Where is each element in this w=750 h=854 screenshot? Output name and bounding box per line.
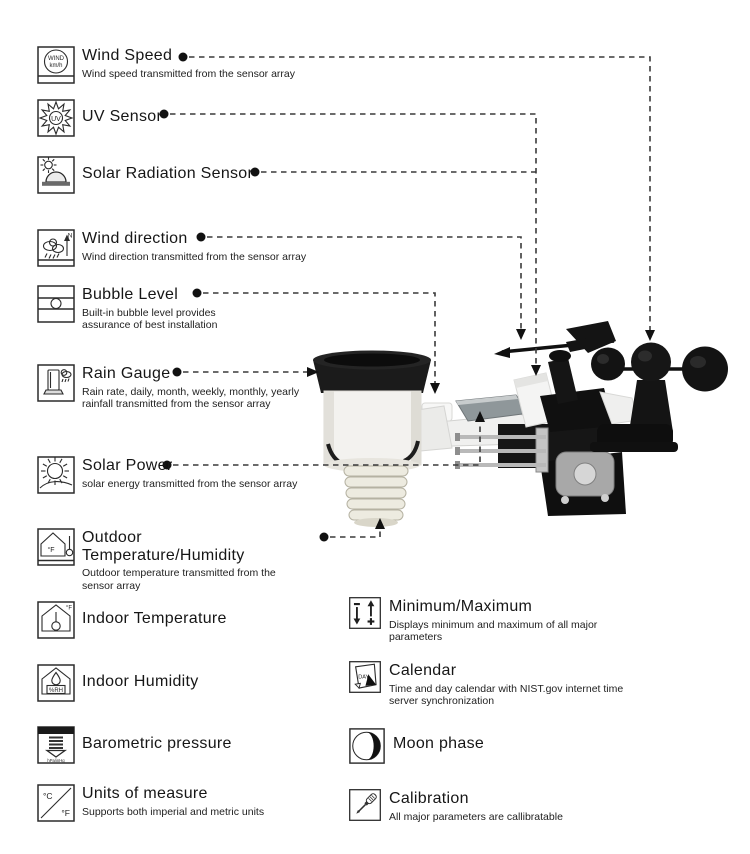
svg-text:hPa/inHg: hPa/inHg	[47, 757, 65, 763]
svg-text:%RH: %RH	[48, 688, 64, 694]
funnel-mouth	[324, 354, 420, 367]
feature-desc: solar energy transmitted from the sensor array	[82, 477, 298, 490]
solar-radiation-icon	[36, 155, 76, 195]
feature-units-of-measure	[36, 783, 342, 823]
svg-text:N: N	[67, 232, 73, 240]
indoor-humidity-icon	[36, 663, 76, 703]
feature-indoor-temperature	[36, 600, 342, 640]
feature-solar-radiation-sensor	[36, 155, 342, 195]
gauge-body	[324, 391, 421, 465]
calibration-icon	[348, 788, 382, 822]
calendar-icon	[348, 660, 382, 694]
feature-title: Indoor Humidity	[82, 673, 199, 690]
feature-desc: Supports both imperial and metric units	[82, 805, 265, 818]
feature-outdoor-temp-humidity	[36, 527, 294, 593]
bolt-end	[455, 447, 460, 455]
feature-desc: Wind direction transmitted from the sensor array	[82, 250, 307, 263]
svg-text:UV: UV	[51, 115, 61, 123]
feature-title: Wind Speed	[82, 47, 173, 64]
feature-title: Barometric pressure	[82, 735, 232, 752]
feature-solar-power	[36, 455, 342, 495]
svg-text:km/h: km/h	[49, 63, 63, 69]
feature-title: Solar Radiation Sensor	[82, 165, 254, 182]
feature-desc: Time and day calendar with NIST.gov internet time server synchronization	[389, 682, 624, 708]
bubble-level-icon	[36, 284, 76, 324]
moon-phase-icon	[348, 727, 386, 765]
feature-title: Moon phase	[393, 735, 485, 752]
svg-text:DAY: DAY	[358, 674, 370, 681]
feature-rain-gauge	[36, 363, 330, 411]
feature-title: Outdoor Temperature/Humidity	[82, 529, 245, 564]
radiation-shield	[344, 466, 408, 527]
wind-speed-icon	[36, 45, 76, 85]
outdoor-temperature-icon	[36, 527, 76, 567]
svg-text:WIND: WIND	[48, 56, 64, 62]
feature-calibration	[348, 788, 627, 823]
svg-text:°F: °F	[61, 808, 70, 818]
indoor-temperature-icon	[36, 600, 76, 640]
feature-bubble-level	[36, 284, 257, 332]
feature-uv-sensor	[36, 98, 342, 138]
wind-direction-icon	[36, 228, 76, 268]
clamp-bolt	[561, 496, 569, 504]
feature-title: Calibration	[389, 790, 469, 807]
svg-text:°C: °C	[43, 791, 53, 801]
feature-title: Rain Gauge	[82, 365, 171, 382]
feature-indoor-humidity	[36, 663, 342, 703]
feature-title: Wind direction	[82, 230, 188, 247]
feature-wind-direction	[36, 228, 342, 268]
feature-desc: Wind speed transmitted from the sensor array	[82, 67, 296, 80]
uv-sensor-icon	[36, 98, 76, 138]
rain-gauge-icon	[36, 363, 76, 403]
feature-desc: All major parameters are callibratable	[389, 810, 563, 823]
barometric-pressure-icon	[36, 725, 76, 765]
bolt-end	[455, 433, 460, 441]
feature-title: Bubble Level	[82, 286, 179, 303]
feature-title: UV Sensor	[82, 108, 163, 125]
feature-barometric-pressure	[36, 725, 342, 765]
feature-minimum-maximum	[348, 596, 624, 644]
clamp-bolt	[601, 494, 609, 502]
feature-title: Indoor Temperature	[82, 610, 227, 627]
feature-title: Units of measure	[82, 785, 208, 802]
svg-text:°F: °F	[47, 547, 55, 554]
feature-title: Calendar	[389, 662, 457, 679]
minimum-maximum-icon	[348, 596, 382, 630]
feature-desc: Displays minimum and maximum of all major parameters	[389, 618, 598, 644]
weather-station-photo	[313, 321, 728, 527]
units-of-measure-icon	[36, 783, 76, 823]
feature-title: Solar Power	[82, 457, 173, 474]
clamp-bolt	[574, 463, 596, 485]
feature-moon-phase	[348, 727, 653, 765]
feature-desc: Rain rate, daily, month, weekly, monthly, yearly rainfall transmitted from the sensor array	[82, 385, 300, 411]
feature-desc: Built-in bubble level provides assurance of best installation	[82, 306, 218, 332]
feature-title: Minimum/Maximum	[389, 598, 533, 615]
solar-power-icon	[36, 455, 76, 495]
feature-desc: Outdoor temperature transmitted from the sensor array	[82, 567, 276, 592]
feature-calendar	[348, 660, 627, 708]
feature-wind-speed	[36, 45, 342, 85]
svg-text:°F: °F	[65, 605, 72, 612]
